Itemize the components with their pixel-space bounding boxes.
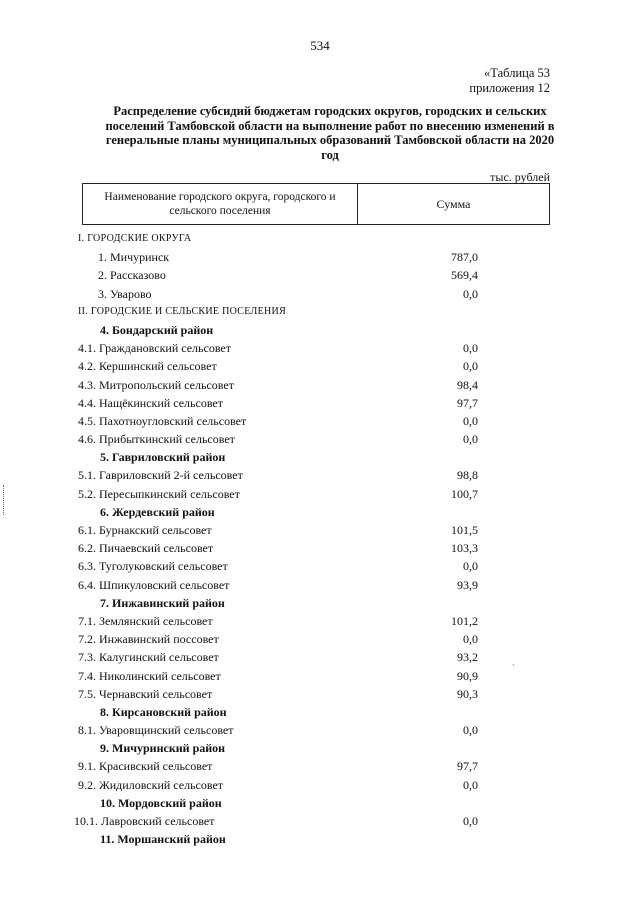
row-label: 6.3. Туголуковский сельсовет <box>78 559 228 574</box>
table-row <box>78 576 548 594</box>
district-heading <box>78 794 548 812</box>
table-row <box>78 721 548 739</box>
row-label: 6.4. Шпикуловский сельсовет <box>78 577 230 592</box>
row-label: 10.1. Лавровский сельсовет <box>74 814 215 828</box>
row-amount: 0,0 <box>463 723 478 738</box>
district-heading <box>78 503 548 521</box>
row-label: 10. Мордовский район <box>100 795 222 810</box>
row-amount: 0,0 <box>463 359 478 374</box>
row-label: 6.2. Пичаевский сельсовет <box>78 541 214 556</box>
row-amount: 98,8 <box>457 468 478 483</box>
row-label: II. ГОРОДСКИЕ И СЕЛЬСКИЕ ПОСЕЛЕНИЯ <box>78 305 287 317</box>
table-row <box>78 412 548 430</box>
row-label: 7.1. Землянский сельсовет <box>78 613 213 628</box>
row-label: 4.5. Пахотноугловский сельсовет <box>78 413 247 428</box>
district-heading <box>78 594 548 612</box>
table-row <box>78 266 548 284</box>
header-name-column: Наименование городского округа, городского и сельского поселения <box>83 184 358 224</box>
table-body <box>74 230 548 848</box>
row-label: 4. Бондарский район <box>100 322 214 337</box>
table-row <box>78 667 548 685</box>
row-label: 4.6. Прибыткинский сельсовет <box>78 432 235 447</box>
table-row <box>78 612 548 630</box>
district-heading <box>78 321 548 339</box>
row-label: 9.2. Жидиловский сельсовет <box>78 777 224 792</box>
row-amount: 97,7 <box>457 759 478 774</box>
row-label: 7. Инжавинский район <box>100 595 225 610</box>
row-label: 5.2. Пересыпкинский сельсовет <box>78 486 240 501</box>
row-label: 4.2. Кершинский сельсовет <box>78 359 217 374</box>
row-label: 7.3. Калугинский сельсовет <box>78 650 219 665</box>
row-amount: 101,5 <box>451 523 478 537</box>
district-heading <box>78 830 548 848</box>
margin-mark <box>3 485 5 515</box>
units-label: тыс. рублей <box>490 170 550 184</box>
table-row <box>78 776 548 794</box>
section-heading <box>78 303 548 321</box>
table-header <box>82 183 550 225</box>
table-row <box>78 394 548 412</box>
district-heading <box>78 739 548 757</box>
header-sum-column: Сумма <box>436 196 471 211</box>
row-label: 6. Жердевский район <box>100 504 215 519</box>
row-label: 11. Моршанский район <box>100 832 226 847</box>
row-amount: 98,4 <box>457 377 478 392</box>
row-label: 3. Уварово <box>98 286 152 301</box>
row-label: 8. Кирсановский район <box>100 704 227 719</box>
table-row <box>78 539 548 557</box>
table-row <box>78 648 548 666</box>
table-row <box>78 630 548 648</box>
table-row <box>78 248 548 266</box>
row-amount: 0,0 <box>463 632 478 647</box>
row-amount: 97,7 <box>457 395 478 410</box>
table-row <box>78 466 548 484</box>
row-label: 9. Мичуринский район <box>100 741 226 756</box>
table-row <box>78 521 548 539</box>
table-reference-line-1: «Таблица 53 <box>484 66 550 80</box>
table-row <box>78 757 548 775</box>
table-row <box>78 685 548 703</box>
row-amount: 0,0 <box>463 341 478 356</box>
table-row <box>78 430 548 448</box>
page-number: 534 <box>310 38 330 53</box>
table-row <box>78 339 548 357</box>
row-amount: 103,3 <box>451 541 478 556</box>
row-label: 5. Гавриловский район <box>100 450 226 465</box>
table-row <box>78 285 548 303</box>
row-amount: 101,2 <box>451 613 478 628</box>
stray-mark: ˋ <box>512 663 515 673</box>
row-label: 9.1. Красивский сельсовет <box>78 759 213 774</box>
row-label: 8.1. Уваровщинский сельсовет <box>78 723 234 738</box>
row-amount: 0,0 <box>463 413 478 428</box>
table-row <box>78 557 548 575</box>
row-amount: 0,0 <box>463 559 478 574</box>
row-label: 4.4. Нащёкинский сельсовет <box>78 395 223 410</box>
row-label: 4.3. Митропольский сельсовет <box>78 377 234 392</box>
row-amount: 93,2 <box>457 650 478 665</box>
row-label: 4.1. Граждановский сельсовет <box>78 341 231 356</box>
row-amount: 0,0 <box>463 814 478 828</box>
row-label: 6.1. Бурнакский сельсовет <box>78 523 212 537</box>
district-heading <box>78 448 548 466</box>
table-row <box>74 812 548 830</box>
row-label: 2. Рассказово <box>98 268 166 283</box>
row-label: I. ГОРОДСКИЕ ОКРУГА <box>78 233 192 244</box>
row-amount: 90,3 <box>457 686 478 701</box>
document-title: Распределение субсидий бюджетам городских округов, городских и сельских поселений Тамбовской области на выполнение работ по внесению изменений в генеральные планы муниципальных образований Тамбовской области на 2020 год <box>105 104 555 162</box>
row-label: 5.1. Гавриловский 2-й сельсовет <box>78 468 243 483</box>
section-heading <box>78 230 548 248</box>
row-label: 7.2. Инжавинский поссовет <box>78 632 219 647</box>
row-amount: 100,7 <box>451 486 478 501</box>
table-row <box>78 376 548 394</box>
row-amount: 0,0 <box>463 777 478 792</box>
row-amount: 0,0 <box>463 432 478 447</box>
row-amount: 787,0 <box>451 250 478 265</box>
row-amount: 0,0 <box>463 286 478 301</box>
table-reference <box>469 66 550 96</box>
table-row <box>78 485 548 503</box>
table-reference-line-2: приложения 12 <box>469 81 550 95</box>
row-label: 1. Мичуринск <box>98 250 170 265</box>
table-row <box>78 357 548 375</box>
row-label: 7.4. Николинский сельсовет <box>78 668 221 683</box>
district-heading <box>78 703 548 721</box>
row-amount: 569,4 <box>451 268 478 283</box>
row-label: 7.5. Чернавский сельсовет <box>78 686 213 701</box>
row-amount: 90,9 <box>457 668 478 683</box>
row-amount: 93,9 <box>457 577 478 592</box>
